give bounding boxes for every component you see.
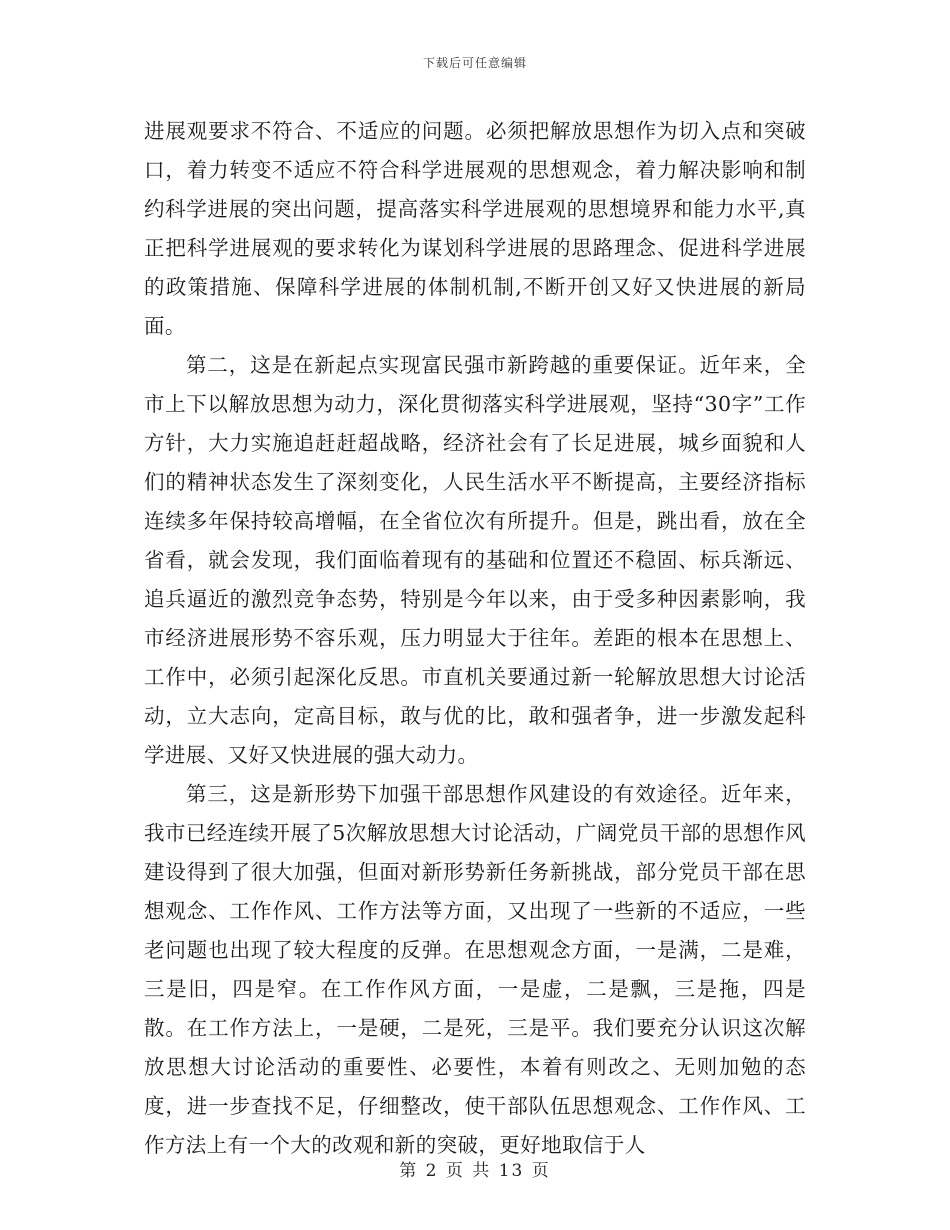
paragraph-third-point: 第三，这是新形势下加强干部思想作风建设的有效途径。近年来，我市已经连续开展了5次解放思想大讨论活动，广阔党员干部的思想作风建设得到了很大加强，但面对新形势新任务新挑战，部分党员干部在思想观念、工作作风、工作方法等方面，又出现了一些新的不适应，一些老问题也出现了较大程度的反弹。在思想观念方面，一是满，二是难，三是旧，四是窄。在工作作风方面，一是虚，二是飘，三是拖，四是散。在工作方法上，一是硬，二是死，三是平。我们要充分认识这次解放思想大讨论活动的重要性、必要性，本着有则改之、无则加勉的态度，进一步查找不足，仔细整改，使干部队伍思想观念、工作作风、工作方法上有一个大的改观和新的突破，更好地取信于人: [144, 782, 806, 1157]
paragraph-continuation: 进展观要求不符合、不适应的问题。必须把解放思想作为切入点和突破口，着力转变不适应不符合科学进展观的思想观念，着力解决影响和制约科学进展的突出问题，提高落实科学进展观的思想境界和能力水平,真正把科学进展观的要求转化为谋划科学进展的思路理念、促进科学进展的政策措施、保障科学进展的体制机制,不断开创又好又快进展的新局面。: [144, 119, 806, 338]
paragraph-second-point: 第二，这是在新起点实现富民强市新跨越的重要保证。近年来，全市上下以解放思想为动力，深化贯彻落实科学进展观，坚持“30字”工作方针，大力实施追赶赶超战略，经济社会有了长足进展，城乡面貌和人们的精神状态发生了深刻变化，人民生活水平不断提高，主要经济指标连续多年保持较高增幅，在全省位次有所提升。但是，跳出看，放在全省看，就会发现，我们面临着现有的基础和位置还不稳固、标兵渐远、追兵逼近的激烈竞争态势，特别是今年以来，由于受多种因素影响，我市经济进展形势不容乐观，压力明显大于往年。差距的根本在思想上、工作中，必须引起深化反思。市直机关要通过新一轮解放思想大讨论活动，立大志向，定高目标，敢与优的比，敢和强者争，进一步激发起科学进展、又好又快进展的强大动力。: [144, 353, 806, 767]
page-number: 第 2 页 共 13 页: [399, 1161, 551, 1181]
page-header: 下载后可任意编辑: [422, 56, 527, 70]
document-body: [144, 112, 806, 1165]
